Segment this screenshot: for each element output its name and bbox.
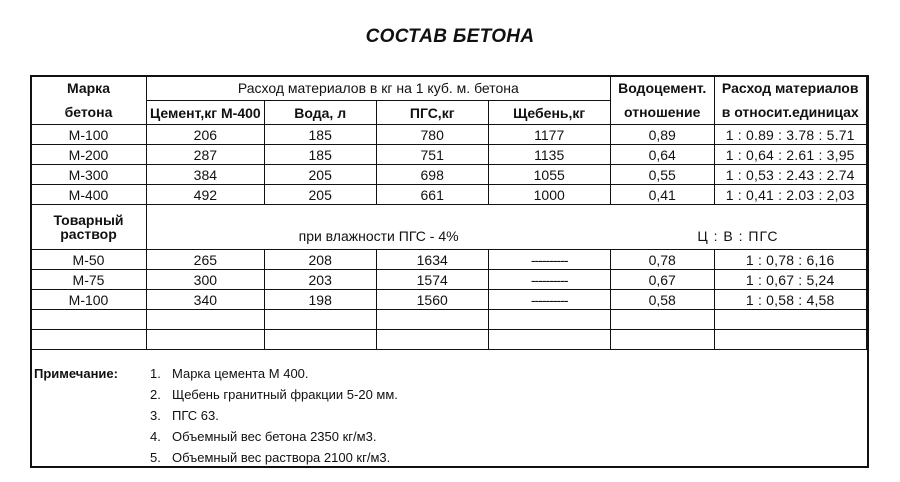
notes-label: Примечание:	[34, 366, 118, 381]
empty-cell	[488, 330, 610, 350]
header-rashod-rel: Расход материалов	[714, 76, 866, 101]
empty-cell	[147, 330, 265, 350]
cell-pgs: 1574	[376, 270, 488, 290]
cell-sheben: 1135	[488, 145, 610, 165]
cell-cement: 384	[147, 165, 265, 185]
note-text: Щебень гранитный фракции 5-20 мм.	[172, 387, 398, 402]
table-row	[31, 270, 867, 290]
cell-marka: М-300	[31, 165, 147, 185]
empty-row	[31, 310, 867, 330]
cell-vc: 0,78	[610, 250, 714, 270]
note-text: ПГС 63.	[172, 408, 219, 423]
cell-voda: 205	[264, 165, 376, 185]
cell-sheben: 1177	[488, 125, 610, 145]
cell-ratio: 1 : 0,64 : 2.61 : 3,95	[714, 145, 866, 165]
cell-pgs: 751	[376, 145, 488, 165]
note-number: 5.	[150, 450, 161, 465]
header-rashod: Расход материалов в кг на 1 куб. м. бетона	[147, 76, 611, 101]
cell-voda: 203	[264, 270, 376, 290]
mortar-label-line2: раствор	[60, 226, 117, 242]
cell-ratio: 1 : 0,58 : 4,58	[714, 290, 866, 310]
header-sheben: Щебень,кг	[488, 101, 610, 125]
table-row	[31, 290, 867, 310]
cell-voda: 198	[264, 290, 376, 310]
cell-voda: 208	[264, 250, 376, 270]
cell-cement: 287	[147, 145, 265, 165]
empty-cell	[264, 330, 376, 350]
header-row-1	[31, 76, 867, 101]
empty-cell	[376, 330, 488, 350]
cell-ratio: 1 : 0,67 : 5,24	[714, 270, 866, 290]
table-row	[31, 145, 867, 165]
header-vodocement: Водоцемент.	[610, 76, 714, 101]
empty-cell	[31, 330, 147, 350]
cell-ratio: 1 : 0.89 : 3.78 : 5.71	[714, 125, 866, 145]
cell-cement: 300	[147, 270, 265, 290]
cell-vc: 0,89	[610, 125, 714, 145]
mortar-section-label	[31, 205, 147, 250]
header-voda: Вода, л	[264, 101, 376, 125]
mortar-label-line1: Товарный	[53, 212, 124, 228]
header-vodocement-2: отношение	[610, 101, 714, 125]
note-text: Объемный вес бетона 2350 кг/м3.	[172, 429, 377, 444]
cell-pgs: 780	[376, 125, 488, 145]
cell-vc: 0,41	[610, 185, 714, 205]
page-title: СОСТАВ БЕТОНА	[365, 26, 535, 47]
mortar-ratio-head: Ц : В : ПГС	[610, 205, 866, 250]
empty-cell	[376, 310, 488, 330]
note-number: 4.	[150, 429, 161, 444]
cell-sheben: ----------	[488, 270, 610, 290]
empty-cell	[264, 310, 376, 330]
header-row-2	[31, 101, 867, 125]
empty-cell	[488, 310, 610, 330]
cell-marka: М-100	[31, 290, 147, 310]
header-rashod-rel-2: в относит.единицах	[714, 101, 866, 125]
cell-voda: 185	[264, 145, 376, 165]
cell-vc: 0,55	[610, 165, 714, 185]
cell-sheben: 1000	[488, 185, 610, 205]
cell-marka: М-100	[31, 125, 147, 145]
concrete-table	[30, 75, 867, 350]
cell-cement: 265	[147, 250, 265, 270]
note-item	[150, 387, 398, 402]
table-row	[31, 165, 867, 185]
table-row	[31, 185, 867, 205]
table-row	[31, 125, 867, 145]
note-text: Марка цемента М 400.	[172, 366, 309, 381]
header-pgs: ПГС,кг	[376, 101, 488, 125]
note-item	[150, 450, 390, 465]
note-item	[150, 429, 376, 444]
note-text: Объемный вес раствора 2100 кг/м3.	[172, 450, 391, 465]
empty-row	[31, 330, 867, 350]
cell-ratio: 1 : 0,53 : 2.43 : 2.74	[714, 165, 866, 185]
table-row	[31, 250, 867, 270]
empty-cell	[147, 310, 265, 330]
cell-voda: 205	[264, 185, 376, 205]
cell-pgs: 1634	[376, 250, 488, 270]
cell-marka: М-50	[31, 250, 147, 270]
header-marka-2: бетона	[31, 101, 147, 125]
cell-marka: М-75	[31, 270, 147, 290]
cell-marka: М-200	[31, 145, 147, 165]
empty-cell	[714, 330, 866, 350]
cell-vc: 0,58	[610, 290, 714, 310]
note-number: 1.	[150, 366, 161, 381]
header-marka: Марка	[31, 76, 147, 101]
cell-pgs: 698	[376, 165, 488, 185]
note-number: 3.	[150, 408, 161, 423]
note-number: 2.	[150, 387, 161, 402]
cell-ratio: 1 : 0,78 : 6,16	[714, 250, 866, 270]
note-item	[150, 408, 219, 423]
note-item	[150, 366, 309, 381]
cell-vc: 0,67	[610, 270, 714, 290]
cell-ratio: 1 : 0,41 : 2.03 : 2,03	[714, 185, 866, 205]
empty-cell	[610, 310, 714, 330]
cell-sheben: ----------	[488, 290, 610, 310]
empty-cell	[714, 310, 866, 330]
cell-vc: 0,64	[610, 145, 714, 165]
cell-pgs: 661	[376, 185, 488, 205]
empty-cell	[31, 310, 147, 330]
cell-cement: 492	[147, 185, 265, 205]
mortar-humidity: при влажности ПГС - 4%	[147, 205, 611, 250]
cell-voda: 185	[264, 125, 376, 145]
empty-cell	[610, 330, 714, 350]
cell-cement: 340	[147, 290, 265, 310]
mortar-section-row	[31, 205, 867, 250]
header-cement: Цемент,кг М-400	[147, 101, 265, 125]
cell-marka: М-400	[31, 185, 147, 205]
cell-sheben: 1055	[488, 165, 610, 185]
cell-sheben: ----------	[488, 250, 610, 270]
cell-pgs: 1560	[376, 290, 488, 310]
cell-cement: 206	[147, 125, 265, 145]
